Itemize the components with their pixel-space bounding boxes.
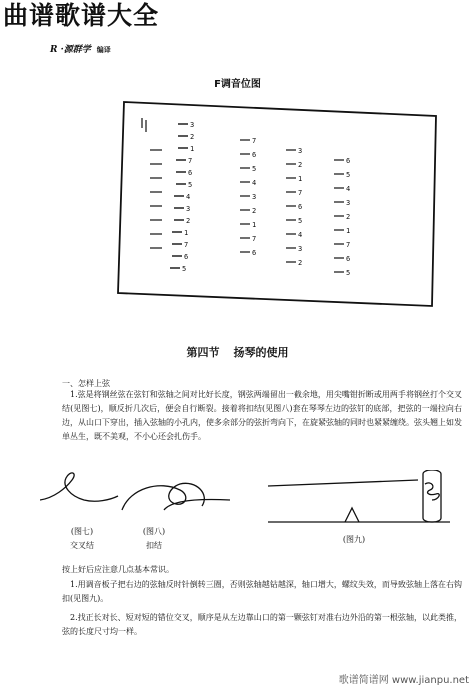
fig7-label: (图七) (70, 527, 94, 536)
svg-text:5: 5 (182, 265, 187, 273)
svg-text:3: 3 (190, 121, 195, 129)
svg-text:5: 5 (346, 269, 351, 277)
svg-text:1: 1 (346, 227, 351, 235)
paragraph-2: 按上好后应注意几点基本常识。 (62, 565, 174, 574)
svg-text:7: 7 (346, 241, 351, 249)
svg-text:2: 2 (346, 213, 351, 221)
svg-text:2: 2 (252, 207, 257, 215)
svg-text:4: 4 (186, 193, 191, 201)
svg-text:5: 5 (298, 217, 303, 225)
right-bridge-1 (240, 140, 250, 252)
svg-text:2: 2 (298, 259, 303, 267)
section-number: 第四节 (186, 346, 220, 359)
author-name: R ·源群学 (50, 45, 91, 55)
svg-text:6: 6 (298, 203, 303, 211)
author-role: 编译 (96, 45, 111, 54)
svg-text:7: 7 (252, 137, 257, 145)
svg-text:1: 1 (252, 221, 257, 229)
section-title: 扬琴的使用 (233, 346, 289, 359)
svg-text:7: 7 (298, 189, 303, 197)
dulcimer-frame (118, 102, 436, 306)
figure-title: F调音位图 (214, 79, 261, 90)
author-credit (50, 42, 111, 55)
svg-text:4: 4 (346, 185, 351, 193)
subsection-heading: 一、怎样上弦 (62, 379, 110, 388)
svg-text:5: 5 (252, 165, 257, 173)
svg-text:3: 3 (298, 147, 303, 155)
svg-text:4: 4 (298, 231, 303, 239)
svg-text:7: 7 (184, 241, 189, 249)
string-line (268, 480, 418, 486)
left-ticks (150, 150, 162, 248)
svg-text:6: 6 (346, 255, 351, 263)
hitch-knot-drawing (122, 483, 230, 510)
svg-text:6: 6 (252, 151, 257, 159)
svg-text:3: 3 (252, 193, 257, 201)
svg-text:3: 3 (186, 205, 191, 213)
watermark: 歌谱简谱网 www.jianpu.net (338, 675, 469, 686)
fig9-label: (图九) (342, 535, 366, 544)
svg-text:2: 2 (186, 217, 191, 225)
note-digits (182, 121, 350, 277)
paragraph-4: 2.找正长对长、短对短的错位交叉，顺序是从左边靠山口的第一颗弦钉对准右边外沿的第一根弦轴，以此类推，弦的长度尺寸均一样。 (62, 613, 462, 636)
svg-text:4: 4 (252, 179, 257, 187)
svg-text:3: 3 (346, 199, 351, 207)
fig8-caption: 扣结 (146, 541, 162, 550)
svg-text:5: 5 (188, 181, 193, 189)
fig8-label: (图八) (142, 527, 166, 536)
left-bridge (170, 124, 191, 268)
svg-text:5: 5 (346, 171, 351, 179)
svg-text:3: 3 (298, 245, 303, 253)
svg-text:1: 1 (190, 145, 195, 153)
site-title: 曲谱歌谱大全 (3, 1, 160, 30)
bridge-triangle (345, 508, 359, 522)
svg-text:7: 7 (252, 235, 257, 243)
svg-text:1: 1 (184, 229, 189, 237)
bridge-marks (142, 118, 146, 132)
svg-text:2: 2 (298, 161, 303, 169)
svg-text:6: 6 (252, 249, 257, 257)
section-heading (0, 344, 475, 360)
svg-text:7: 7 (188, 157, 193, 165)
svg-text:6: 6 (184, 253, 189, 261)
svg-text:6: 6 (188, 169, 193, 177)
paragraph-3: 1.用调音板子把右边的弦轴反时针倒转三圈，否则弦轴越钻越深，轴口增大，螺纹失效，而导致弦轴上落在右钩扣(见图九)。 (62, 580, 462, 603)
svg-text:1: 1 (298, 175, 303, 183)
fig7-caption: 交叉结 (70, 541, 94, 550)
svg-text:6: 6 (346, 157, 351, 165)
right-bridge-2 (286, 150, 296, 262)
cross-knot-drawing (40, 473, 118, 501)
paragraph-1: 1.弦是将钢丝弦在弦钉和弦轴之间对比好长度，钢弦两端留出一截余地，用尖嘴钳折断或用两手将钢丝打个交叉结(见图七)，顺反折几次后，便会自行断裂。接着将扣结(见图八)套在琴琴左边的弦钉的底部，把弦的一端拉向右边，从山口下穿出，插入弦轴的小孔内，使多余部分的弦折弯向下，在旋紧弦轴的同时也紧紧缠绕。弦头翘上如发单丛生，既不美观，不小心还会扎伤手。 (62, 390, 462, 441)
svg-text:2: 2 (190, 133, 195, 141)
right-bridge-3 (334, 160, 344, 272)
